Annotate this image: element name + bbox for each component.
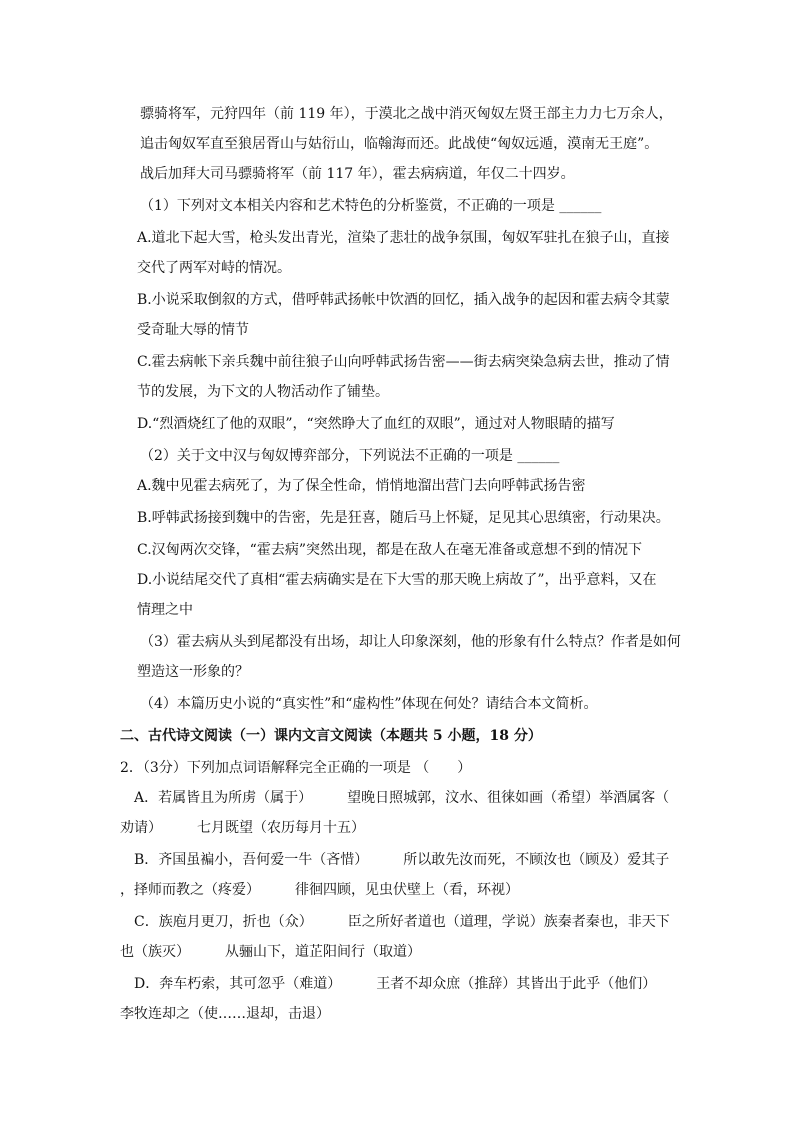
question-2-option-c-line-1: C．族庖月更刀，折也（众） 臣之所好者道也（道理，学说）族秦者秦也，非天下 bbox=[134, 914, 670, 930]
q2-option-c-line-1: C.汉匈两次交锋，“霍去病”突然出现，都是在敌人在毫无准备或意想不到的情况下 bbox=[137, 542, 642, 558]
passage-line-2: 追击匈奴军直至狼居胥山与姑衍山，临翰海而还。此战使“匈奴远遁，漠南无王庭”。 bbox=[140, 136, 659, 152]
q1-option-a-line-1: A.道北下起大雪，枪头发出青光，渲染了悲壮的战争氛围，匈奴军驻扎在狼子山，直接 bbox=[137, 230, 670, 246]
q2-stem: （2）关于文中汉与匈奴博弈部分，下列说法不正确的一项是 ______ bbox=[140, 448, 560, 464]
q1-option-c-line-2: 节的发展，为下文的人物活动作了铺垫。 bbox=[137, 384, 389, 400]
question-2-option-d-line-1: D．奔车朽索，其可忽乎（难道） 王者不却众庶（推辞）其皆出于此乎（他们） bbox=[134, 976, 657, 992]
q2-option-b-line-1: B.呼韩武扬接到魏中的告密，先是狂喜，随后马上怀疑，足见其心思缜密，行动果决。 bbox=[137, 510, 670, 526]
q1-option-b-line-2: 受奇耻大辱的情节 bbox=[137, 322, 249, 338]
q1-option-a-line-2: 交代了两军对峙的情况。 bbox=[137, 260, 291, 276]
q1-option-b-line-1: B.小说采取倒叙的方式，借呼韩武扬帐中饮酒的回忆，插入战争的起因和霍去病令其蒙 bbox=[137, 292, 670, 308]
question-2-option-b-line-2: ，择师而教之（疼爱） 徘徊四顾，见虫伏壁上（看，环视） bbox=[120, 882, 519, 898]
question-2-option-d-line-2: 李牧连却之（使……退却，击退） bbox=[120, 1006, 330, 1022]
q1-stem: （1）下列对文本相关内容和艺术特色的分析鉴赏，不正确的一项是 ______ bbox=[140, 198, 602, 214]
q2-option-d-line-1: D.小说结尾交代了真相“霍去病确实是在下大雪的那天晚上病故了”，出乎意料，又在 bbox=[137, 572, 657, 588]
q1-option-c-line-1: C.霍去病帐下亲兵魏中前往狼子山向呼韩武扬告密——街去病突染急病去世，推动了情 bbox=[137, 354, 670, 370]
passage-line-1: 骠骑将军，元狩四年（前 119 年），于漠北之战中消灭匈奴左贤王部主力力七万余人， bbox=[140, 106, 673, 122]
question-2-stem: 2．（3分）下列加点词语解释完全正确的一项是 （ ） bbox=[120, 760, 472, 776]
question-2-option-b-line-1: B．齐国虽褊小，吾何爱一牛（吝惜） 所以敢先汝而死，不顾汝也（顾及）爱其子 bbox=[134, 852, 670, 868]
q4-line-1: （4）本篇历史小说的“真实性”和“虚构性”体现在何处？请结合本文简析。 bbox=[140, 696, 598, 712]
question-2-option-a-line-1: A．若属皆且为所虏（属于） 望晚日照城郭，汶水、徂徕如画（希望）举酒属客（ bbox=[134, 790, 670, 806]
question-2-option-c-line-2: 也（族灭） 从骊山下，道芷阳间行（取道） bbox=[120, 944, 421, 960]
q3-line-2: 塑造这一形象的？ bbox=[137, 664, 249, 680]
q3-line-1: （3）霍去病从头到尾都没有出场，却让人印象深刻，他的形象有什么特点？作者是如何 bbox=[140, 634, 681, 650]
q2-option-a-line-1: A.魏中见霍去病死了，为了保全性命，悄悄地溜出营门去向呼韩武扬告密 bbox=[137, 478, 586, 494]
q2-option-d-line-2: 情理之中 bbox=[137, 602, 193, 618]
question-2-option-a-line-2: 劝请） 七月既望（农历每月十五） bbox=[120, 820, 365, 836]
section-2-heading: 二、古代诗文阅读（一）课内文言文阅读（本题共 5 小题，18 分） bbox=[120, 728, 542, 744]
q1-option-d-line-1: D.“烈酒烧红了他的双眼”，“突然睁大了血红的双眼”，通过对人物眼睛的描写 bbox=[137, 416, 615, 432]
passage-line-3: 战后加拜大司马骠骑将军（前 117 年），霍去病病道，年仅二十四岁。 bbox=[140, 166, 575, 182]
